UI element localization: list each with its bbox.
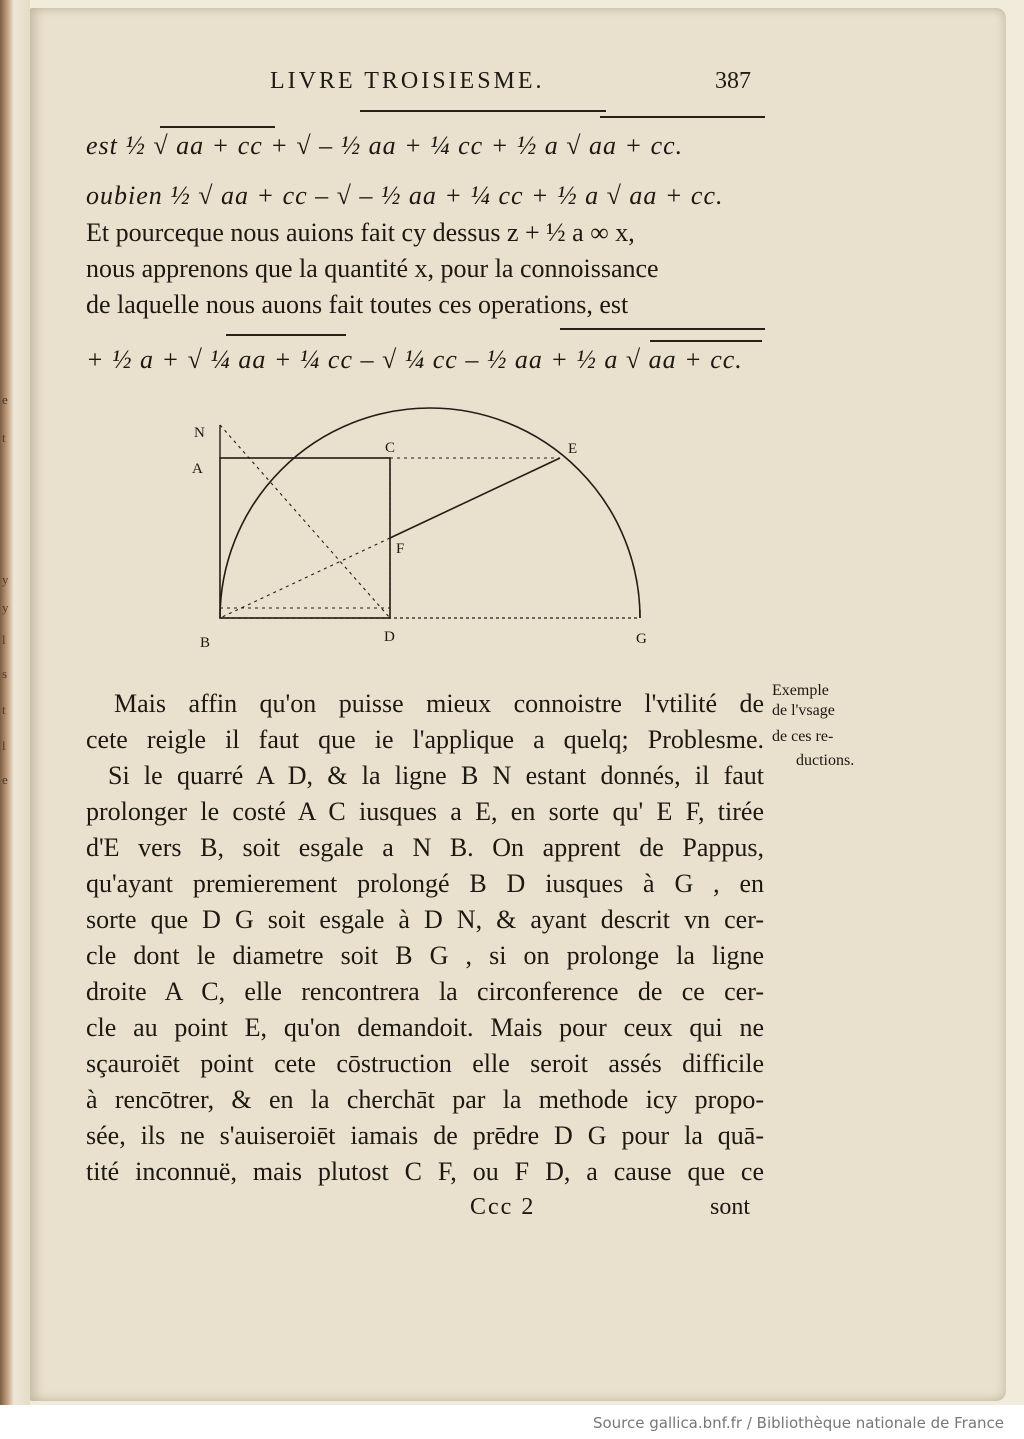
page-number: 387 — [715, 68, 751, 94]
paragraph-line: sçauroiēt point cete cōstruction elle seroit assés difficile — [86, 1049, 764, 1078]
paragraph-line: d'E vers B, soit esgale a N B. On apprent de Pappus, — [86, 833, 764, 862]
previous-page-edge — [0, 0, 30, 1405]
prev-page-glyph: y — [2, 600, 9, 615]
radical-bar — [560, 328, 765, 330]
line-fb — [220, 538, 390, 618]
prev-page-glyph: l — [2, 632, 6, 647]
prev-page-glyph: e — [2, 392, 8, 407]
semicircle-arc — [220, 408, 640, 618]
prev-page-glyph: l — [2, 738, 6, 753]
text-line: nous apprenons que la quantité x, pour la connoissance — [86, 254, 659, 283]
paragraph-line: droite A C, elle rencontrera la circonference de ce cer- — [86, 977, 764, 1006]
margin-note-line: de ces re- — [772, 728, 834, 745]
margin-note-line: de l'vsage — [772, 702, 835, 719]
text-line: de laquelle nous auons fait toutes ces operations, est — [86, 290, 629, 319]
diagonal-nd — [220, 425, 390, 618]
figure-label-f: F — [396, 541, 405, 557]
figure-label-e: E — [568, 441, 578, 457]
radical-bar — [226, 334, 346, 336]
figure-label-c: C — [385, 440, 396, 456]
margin-note-line: Exemple — [772, 682, 829, 699]
figure-label-a: A — [192, 461, 203, 477]
paragraph-line: cle dont le diametre soit B G , si on prolonge la ligne — [86, 941, 764, 970]
figure-label-n: N — [194, 425, 205, 441]
margin-note-line: ductions. — [796, 752, 855, 769]
equation-line: oubien ½ √ aa + cc ‒ √ ‒ ½ aa + ¼ cc + ½ a √ aa + cc. — [86, 181, 724, 210]
paragraph-line: qu'ayant premierement prolongé B D iusques à G , en — [86, 869, 764, 898]
catchword: sont — [710, 1194, 751, 1220]
figure-label-g: G — [636, 631, 647, 647]
prev-page-glyph: t — [2, 702, 6, 717]
radical-bar — [600, 116, 765, 118]
source-credit: Source gallica.bnf.fr / Bibliothèque nationale de France — [592, 1414, 1004, 1432]
figure-label-d: D — [384, 629, 395, 645]
paragraph-line: prolonger le costé A C iusques a E, en sorte qu' E F, tirée — [86, 797, 764, 826]
paragraph-line: sorte que D G soit esgale à D N, & ayant descrit vn cer- — [86, 905, 764, 934]
paragraph-line: à rencōtrer, & en la cherchāt par la methode icy propo- — [86, 1085, 764, 1114]
paragraph-line: Si le quarré A D, & la ligne B N estant donnés, il faut — [108, 761, 764, 790]
signature-mark: Ccc 2 — [470, 1194, 536, 1220]
running-head: LIVRE TROISIESME. — [270, 68, 545, 94]
geometry-figure — [180, 395, 680, 660]
equation-line: + ½ a + √ ¼ aa + ¼ cc ‒ √ ¼ cc ‒ ½ aa + ½ a √ aa + cc. — [86, 345, 743, 374]
figure-label-b: B — [200, 635, 211, 651]
prev-page-glyph: y — [2, 572, 9, 587]
radical-bar — [360, 110, 606, 112]
prev-page-glyph: e — [2, 772, 8, 787]
paragraph-line: Mais affin qu'on puisse mieux connoistre l'vtilité de — [114, 689, 764, 718]
line-ef — [390, 458, 560, 538]
prev-page-glyph: s — [2, 666, 8, 681]
paragraph-line: sée, ils ne s'auiseroiēt iamais de prēdre D G pour la quā- — [86, 1121, 764, 1150]
equation-line: est ½ √ aa + cc + √ ‒ ½ aa + ¼ cc + ½ a √ aa + cc. — [86, 131, 684, 160]
square-ad — [220, 458, 390, 618]
paragraph-line: cle au point E, qu'on demandoit. Mais pour ceux qui ne — [86, 1013, 764, 1042]
paragraph-line: cete reigle il faut que ie l'applique a quelq; Problesme. — [86, 725, 764, 754]
prev-page-glyph: t — [2, 430, 6, 445]
text-line: Et pourceque nous auions fait cy dessus z + ½ a ∞ x, — [86, 218, 635, 247]
paragraph-line: tité inconnuë, mais plutost C F, ou F D, a cause que ce — [86, 1157, 764, 1186]
